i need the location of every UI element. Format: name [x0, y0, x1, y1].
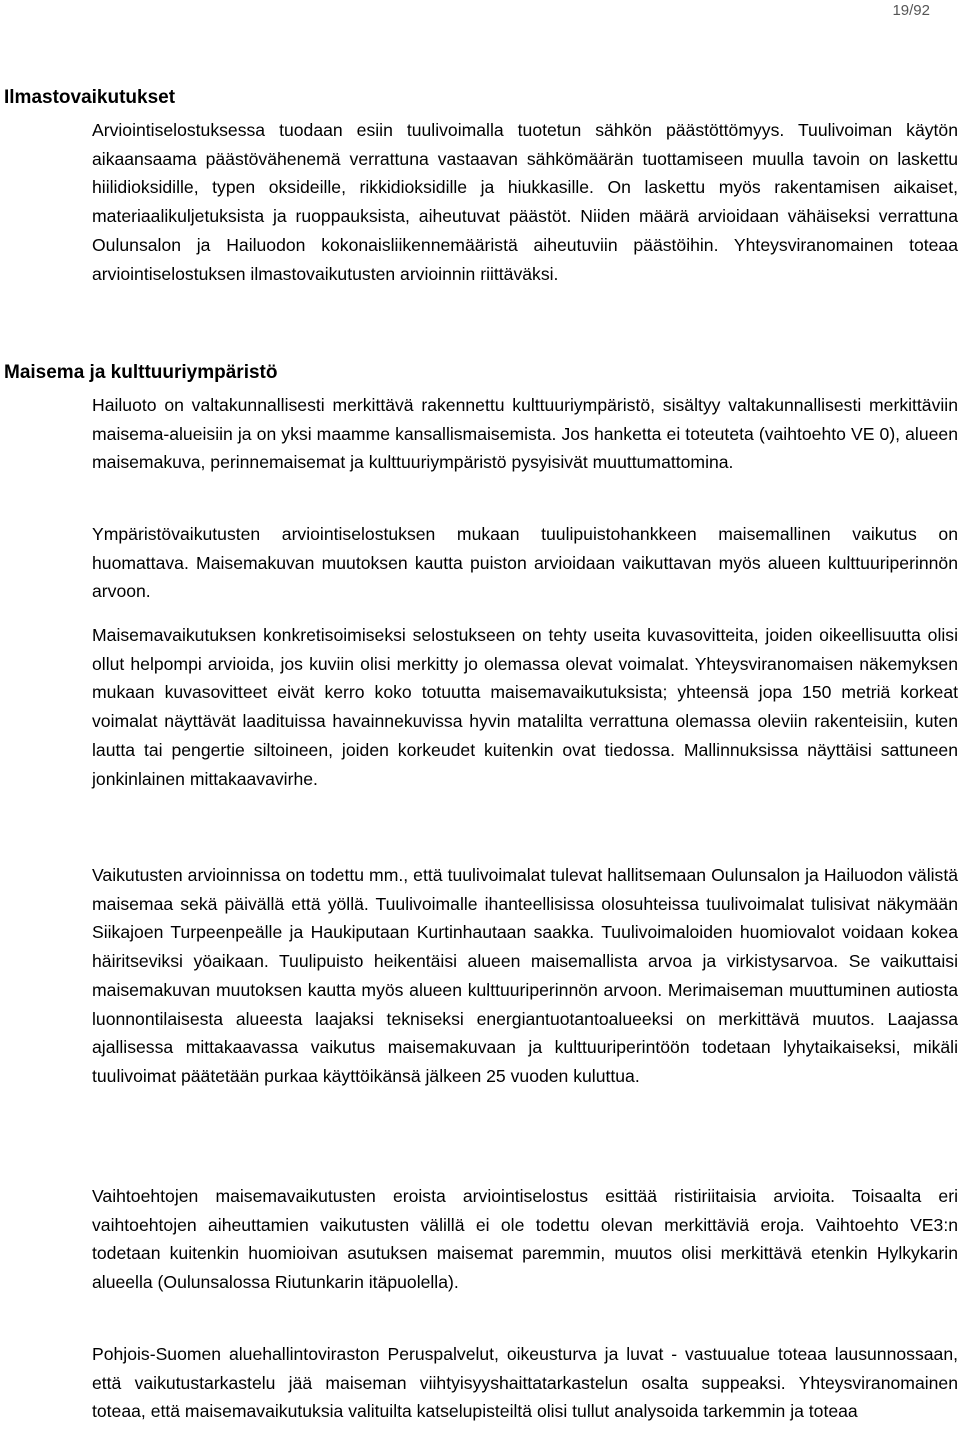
paragraph: Ympäristövaikutusten arviointiselostuksen mukaan tuulipuistohankkeen maisemallinen vaikutus on huomattava. Maisemakuvan muutoksen kautta puiston arvioidaan vaikuttavan myös alueen kulttuuriperinnön arvoon.	[92, 524, 958, 602]
paragraph: Vaihtoehtojen maisemavaikutusten eroista arviointiselostus esittää ristiriitaisia arvioita. Toisaalta eri vaihtoehtojen aiheuttamien vaikutusten välillä ei ole todettu olevan merkittäviä eroja. Vaihtoehto VE3:n todetaan kuitenkin huomioivan asutuksen maisemat paremmin, muutos olisi merkittävä etenkin Hylkykarin alueella (Oulunsalossa Riutunkarin itäpuolella).	[92, 1186, 958, 1293]
paragraph: Vaikutusten arvioinnissa on todettu mm., että tuulivoimalat tulevat hallitsemaan Oulunsalon ja Hailuodon välistä maisemaa sekä päivällä että yöllä. Tuulivoimalle ihanteellisissa olosuhteissa tuulivoimalat tulisivat näkymään Siikajoen Turpeenpeälle ja Haukiputaan Kurtinhautaan saakka. Tuulivoimaloiden huomiovalot voidaan kokea häiritseviksi yöaikaan. Tuulipuisto heikentäisi alueen maisemallista arvoa ja virkistysarvoa. Se vaikuttaisi maisemakuvan muutoksen kautta myös alueen kulttuuriperinnön arvoon. Merimaiseman muuttuminen autiosta luonnontilaisesta alueesta laajaksi tekniseksi energiantuotantoalueeksi on merkittävä muutos. Laajassa ajallisessa mittakaavassa vaikutus maisemakuvaan ja kulttuuriperintöön todetaan lyhytaikaiseksi, mikäli tuulivoimat päätetään purkaa käyttöikänsä jälkeen 25 vuoden kuluttua.	[92, 865, 958, 1086]
paragraph: Arviointiselostuksessa tuodaan esiin tuulivoimalla tuotetun sähkön päästöttömyys. Tuulivoiman käytön aikaansaama päästövähenemä verrattuna vastaavan sähkömäärän tuottamiseen muulla tavoin on laskettu hiilidioksidille, typen oksideille, rikkidioksidille ja hiukkasille. On laskettu myös rakentamisen aikaiset, materiaalikuljetuksista ja ruoppauksista, aiheutuvat päästöt. Niiden määrä arvioidaan vähäiseksi verrattuna Oulunsalon ja Hailuodon kokonaisliikennemääristä aiheutuviin päästöihin. Yhteysviranomainen toteaa arviointiselostuksen ilmastovaikutusten arvioinnin riittäväksi.	[92, 120, 958, 284]
paragraph: Pohjois-Suomen aluehallintoviraston Peruspalvelut, oikeusturva ja luvat - vastuualue toteaa lausunnossaan, että vaikutustarkastelu jää maiseman viihtyisyyshaittatarkastelun osalta suppeaksi. Yhteysviranomainen toteaa, että maisemavaikutuksia valituilta katselupisteiltä olisi tullut analysoida tarkemmin ja toteaa	[92, 1344, 958, 1422]
section-heading-climate: Ilmastovaikutukset	[4, 87, 176, 108]
page-number: 19/92	[892, 2, 930, 19]
section-heading-landscape: Maisema ja kulttuuriympäristö	[4, 362, 278, 383]
paragraph: Hailuoto on valtakunnallisesti merkittävä rakennettu kulttuuriympäristö, sisältyy valtakunnallisesti merkittäviin maisema-alueisiin ja on yksi maamme kansallismaisemista. Jos hanketta ei toteuteta (vaihtoehto VE 0), alueen maisemakuva, perinnemaisemat ja kulttuuriympäristö pysyisivät muuttumattomina.	[92, 395, 958, 473]
paragraph: Maisemavaikutuksen konkretisoimiseksi selostukseen on tehty useita kuvasovitteita, joiden oikeellisuutta olisi ollut helpompi arvioida, jos kuviin olisi merkitty jo olemassa olevat voimalat. Yhteysviranomaisen näkemyksen mukaan kuvasovitteet eivät kerro koko totuutta maisemavaikutuksista; yhteensä jopa 150 metriä korkeat voimalat näyttävät laadituissa havainnekuvissa hyvin matalilta verrattuna olemassa oleviin rakenteisiin, kuten lautta tai pengertie siltoineen, joiden korkeudet kuitenkin ovat tiedossa. Mallinnuksissa näyttäisi sattuneen jonkinlainen mittakaavavirhe.	[92, 625, 958, 789]
